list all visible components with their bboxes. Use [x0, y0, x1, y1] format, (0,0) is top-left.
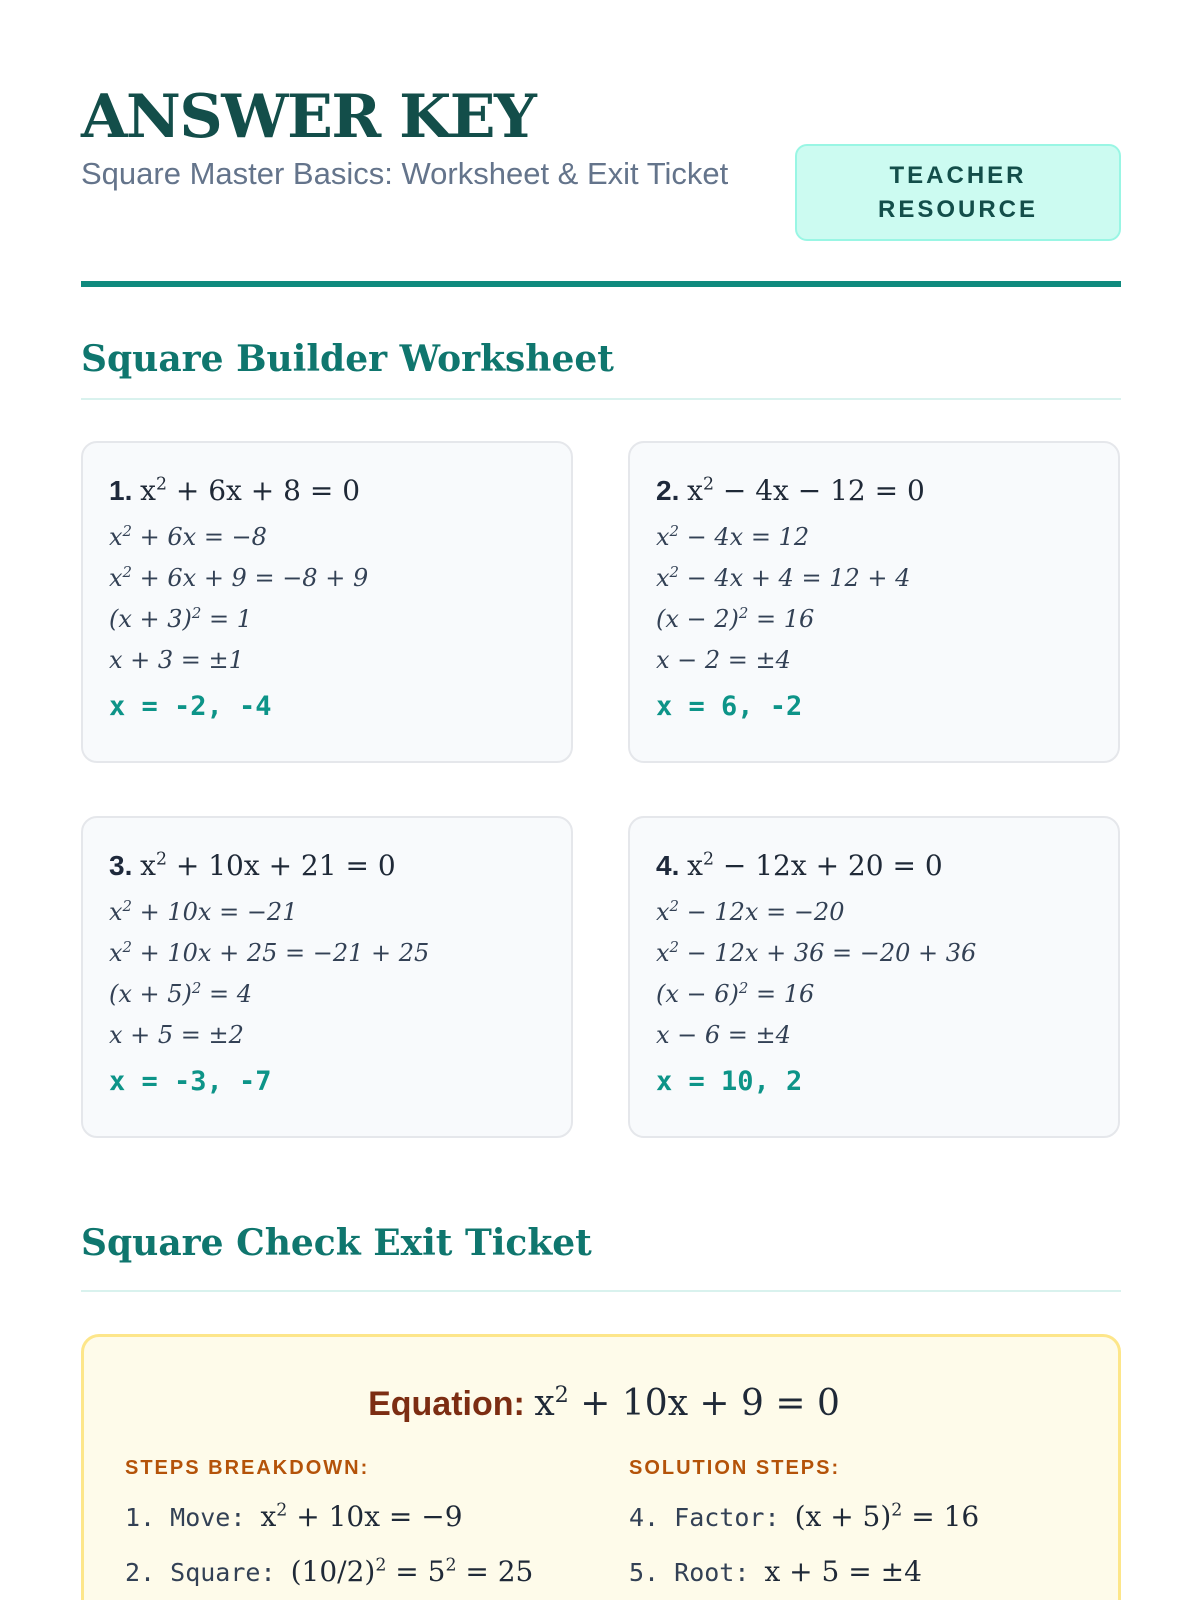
problem-number: 3. — [109, 850, 141, 881]
equation-label: Equation: — [368, 1385, 525, 1423]
problem-equation — [656, 846, 1092, 886]
solution-step: $(x + 3)^2 = 1$ — [109, 604, 253, 633]
solution-step: $x^2 + 6x = -8$ — [109, 522, 267, 551]
problem-answer: x = -3, -7 — [109, 1066, 272, 1097]
solution-step: $x^2 + 6x + 9 = -8 + 9$ — [109, 563, 369, 592]
page-title: ANSWER KEY — [81, 82, 536, 152]
header — [81, 82, 1121, 287]
ticket-step — [629, 1497, 1099, 1538]
solution-steps-column — [629, 1453, 1099, 1593]
badge-label: TEACHER RESOURCE — [877, 161, 1039, 223]
solution-step: x + 3 = ±1 — [109, 646, 244, 674]
problem-math: $x^2 + 10x + 21 = 0$ — [140, 849, 396, 882]
solution-step: $(x + 5)^2 = 4$ — [109, 979, 253, 1008]
step-label: 1. Move: — [125, 1503, 246, 1532]
problem-number: 1. — [109, 475, 141, 506]
step-math: x + 5 = ±4 — [764, 1555, 922, 1588]
problem-equation — [109, 846, 545, 886]
solution-step: $x^2 - 4x + 4 = 12 + 4$ — [656, 563, 911, 592]
problem-card — [81, 441, 573, 763]
step-math: $(10/2)^2 = 5^2 = 25$ — [290, 1555, 534, 1588]
solution-steps — [109, 517, 545, 681]
problem-card — [628, 816, 1120, 1138]
step-math: $x^2 + 10x = -9$ — [260, 1500, 463, 1533]
steps-breakdown-column — [125, 1453, 595, 1593]
answer-key-page — [81, 0, 1121, 1600]
problem-equation — [109, 471, 545, 511]
problem-math: $x^2 - 4x - 12 = 0$ — [687, 474, 925, 507]
ticket-step — [125, 1497, 595, 1538]
solution-steps-heading: SOLUTION STEPS: — [629, 1457, 841, 1479]
solution-step: x − 6 = ±4 — [656, 1021, 791, 1049]
problem-card — [628, 441, 1120, 763]
problem-answer: x = 10, 2 — [656, 1066, 803, 1097]
problem-number: 2. — [656, 475, 688, 506]
exit-ticket-title: Square Check Exit Ticket — [81, 1222, 592, 1264]
problem-number: 4. — [656, 850, 688, 881]
solution-steps — [109, 892, 545, 1056]
solution-steps — [656, 892, 1092, 1056]
equation-math: $x^2 + 10x + 9 = 0$ — [534, 1382, 840, 1424]
problem-answer: x = 6, -2 — [656, 691, 803, 722]
solution-step: $x^2 - 4x = 12$ — [656, 522, 810, 551]
solution-step: $x^2 + 10x + 25 = -21 + 25$ — [109, 938, 430, 967]
worksheet-divider — [81, 398, 1121, 400]
solution-steps — [656, 517, 1092, 681]
problem-math: $x^2 - 12x + 20 = 0$ — [687, 849, 943, 882]
problem-answer: x = -2, -4 — [109, 691, 272, 722]
ticket-step — [629, 1552, 1099, 1593]
exit-ticket-equation — [84, 1381, 1124, 1427]
ticket-step — [125, 1552, 595, 1593]
exit-ticket-card — [81, 1334, 1121, 1600]
problem-math: $x^2 + 6x + 8 = 0$ — [140, 474, 361, 507]
solution-step: $(x - 2)^2 = 16$ — [656, 604, 815, 633]
solution-step: x + 5 = ±2 — [109, 1021, 244, 1049]
header-divider — [81, 281, 1121, 287]
worksheet-title: Square Builder Worksheet — [81, 338, 614, 380]
step-label: 2. Square: — [125, 1558, 276, 1587]
solution-step: $x^2 - 12x = -20$ — [656, 897, 845, 926]
steps-breakdown-heading: STEPS BREAKDOWN: — [125, 1457, 370, 1479]
exit-ticket-divider — [81, 1290, 1121, 1292]
solution-step: $(x - 6)^2 = 16$ — [656, 979, 815, 1008]
solution-step: $x^2 - 12x + 36 = -20 + 36$ — [656, 938, 977, 967]
step-label: 4. Factor: — [629, 1503, 780, 1532]
problem-card — [81, 816, 573, 1138]
page-subtitle: Square Master Basics: Worksheet & Exit Ticket — [81, 156, 729, 191]
solution-step: x − 2 = ±4 — [656, 646, 791, 674]
solution-step: $x^2 + 10x = -21$ — [109, 897, 298, 926]
step-math: $(x + 5)^2 = 16$ — [794, 1500, 980, 1533]
step-label: 5. Root: — [629, 1558, 750, 1587]
teacher-resource-badge — [795, 144, 1121, 241]
problem-equation — [656, 471, 1092, 511]
